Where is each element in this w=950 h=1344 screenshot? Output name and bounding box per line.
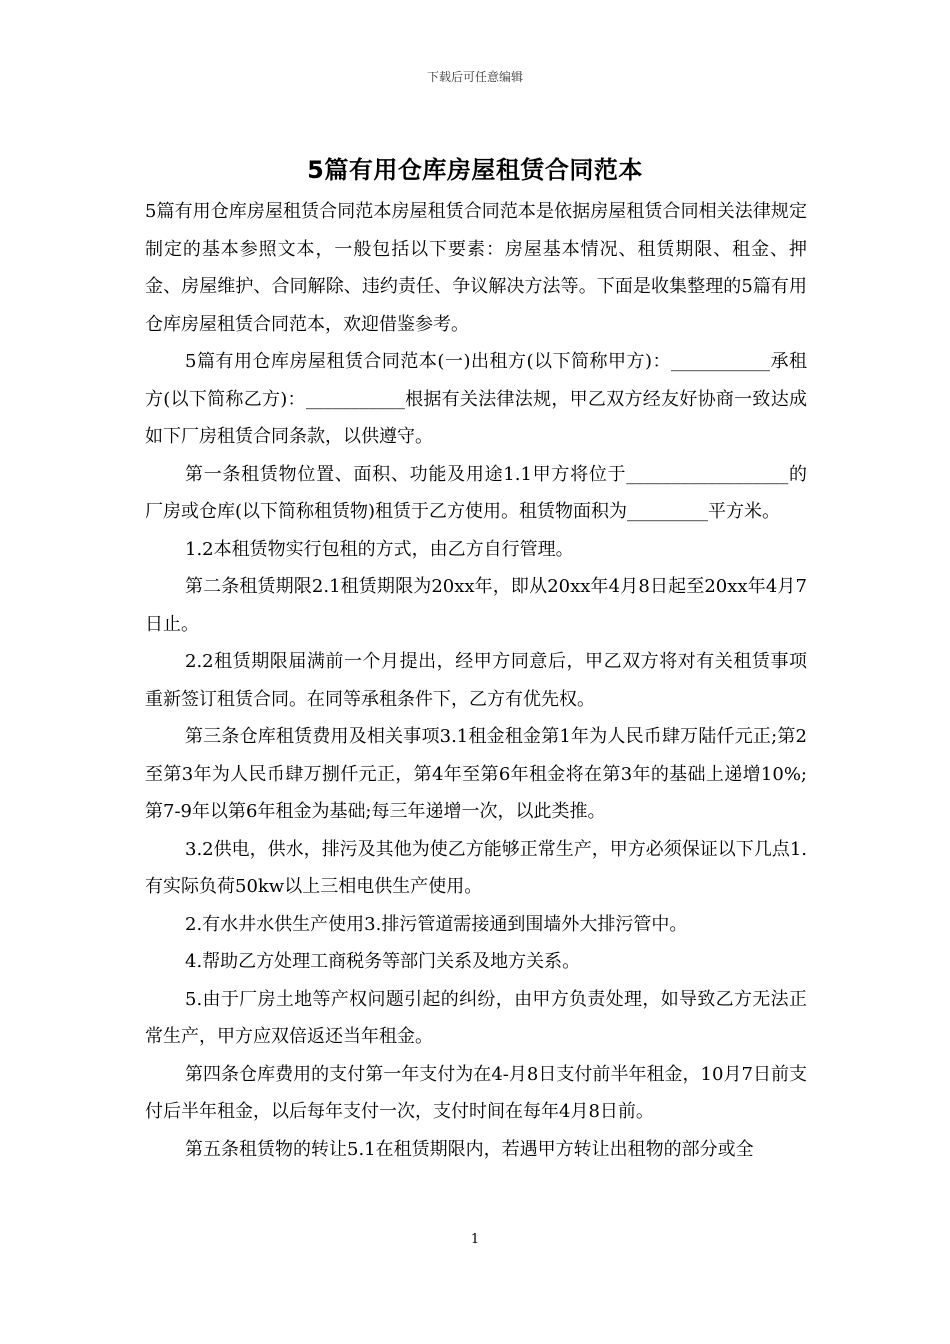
paragraph-article-2: 第二条租赁期限2.1租赁期限为20xx年，即从20xx年4月8日起至20xx年4月7日止。 [145, 576, 807, 635]
paragraph-article-1: 第一条租赁物位置、面积、功能及用途1.1甲方将位于__________________的厂房或仓库(以下简称租赁物)租赁于乙方使用。租赁物面积为_________平方米。 [145, 463, 807, 522]
paragraph-item-2: 2.有水井水供生产使用3.排污管道需接通到围墙外大排污管中。 [185, 913, 688, 935]
document-body [145, 193, 807, 1168]
paragraph-item-4: 4.帮助乙方处理工商税务等部门关系及地方关系。 [185, 951, 581, 972]
paragraph-article-5: 第五条租赁物的转让5.1在租赁期限内，若遇甲方转让出租物的部分或全 [185, 1138, 754, 1160]
paragraph-intro: 5篇有用仓库房屋租赁合同范本房屋租赁合同范本是依据房屋租赁合同相关法律规定制定的基本参照文本，一般包括以下要素：房屋基本情况、租赁期限、租金、押金、房屋维护、合同解除、违约责任、争议解决方法等。下面是收集整理的5篇有用仓库房屋租赁合同范本，欢迎借鉴参考。 [145, 201, 807, 335]
document-title: 5篇有用仓库房屋租赁合同范本 [307, 156, 643, 184]
paragraph-article-2-2: 2.2租赁期限届满前一个月提出，经甲方同意后，甲乙双方将对有关租赁事项重新签订租赁合同。在同等承租条件下，乙方有优先权。 [145, 651, 807, 710]
paragraph-article-1-2: 1.2本租赁物实行包租的方式，由乙方自行管理。 [185, 538, 574, 560]
page-number: 1 [470, 1232, 480, 1247]
header-note: 下载后可任意编辑 [426, 70, 523, 84]
paragraph-item-5: 5.由于厂房土地等产权问题引起的纠纷，由甲方负责处理，如导致乙方无法正常生产，甲方应双倍返还当年租金。 [145, 988, 807, 1047]
paragraph-article-3: 第三条仓库租赁费用及相关事项3.1租金租金第1年为人民币肆万陆仟元正;第2至第3年为人民币肆万捌仟元正，第4年至第6年租金将在第3年的基础上递增10%;第7-9年以第6年租金为基础;每三年递增一次，以此类推。 [145, 726, 807, 822]
paragraph-article-4: 第四条仓库费用的支付第一年支付为在4-月8日支付前半年租金，10月7日前支付后半年租金，以后每年支付一次，支付时间在每年4月8日前。 [145, 1063, 807, 1122]
paragraph-article-3-2: 3.2供电，供水，排污及其他为使乙方能够正常生产，甲方必须保证以下几点1.有实际负荷50kw以上三相电供生产使用。 [145, 838, 807, 897]
paragraph-parties: 5篇有用仓库房屋租赁合同范本(一)出租方(以下简称甲方)：___________承租方(以下简称乙方)：___________根据有关法律法规，甲乙双方经友好协商一致达成如下厂房租赁合同条款，以供遵守。 [145, 351, 807, 447]
